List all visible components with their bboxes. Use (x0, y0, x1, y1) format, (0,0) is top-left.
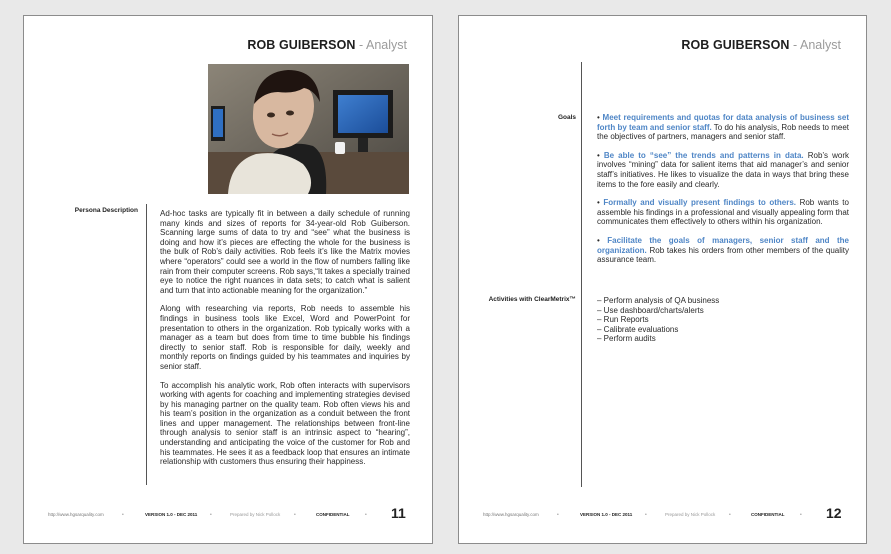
goal-text: Rob takes his orders from other members of the quality assurance team. (597, 245, 849, 265)
activities-label: Activities with ClearMetrix™ (488, 296, 576, 303)
goal-highlight: Facilitate the goals of managers, senior staff and the organization. (597, 235, 849, 255)
persona-paragraph-3: To accomplish his analytic work, Rob often interacts with supervisors working with agents for coaching and implementing strategies devised by his managing partner on the quality team. Rob often views his and his team’s position in the organization as a conduit between the front lines and upper management. The relationships between front-line through analysis to senior staff is an intrinsic aspect to “hearing”, understanding and anticipating the voice of the customer for Rob and his teammates. He sees it as a feedback loop that ensures an intimate relationship with customers thus ensuring their happiness. (160, 380, 410, 467)
persona-role: Analyst (800, 38, 841, 52)
goal-highlight: Formally and visually present findings to others. (603, 198, 796, 208)
goal-item (597, 236, 849, 265)
footer-confidential: CONFIDENTIAL (316, 512, 350, 517)
activity-item: – Perform analysis of QA business (597, 296, 720, 305)
footer-separator: • (557, 512, 559, 518)
bullet: • (597, 235, 600, 245)
bullet: • (597, 113, 600, 122)
page-footer (24, 507, 432, 521)
footer-separator: • (294, 512, 296, 518)
page-12 (458, 15, 867, 544)
activities-list (597, 296, 849, 344)
goals-list (597, 113, 849, 274)
goal-highlight: Be able to “see” the trends and patterns in data. (603, 150, 804, 160)
footer-prepared-by: Prepared by Nick Pollock (230, 512, 281, 517)
persona-paragraph-2: Along with researching via reports, Rob needs to assemble his findings in business tools like Excel, Word and PowerPoint for presentation to others in the organization. Rob typically works with a manager as a team but does from time to time bubble his findings directly to senior staff. Rob is responsible for daily, weekly and monthly reports on findings guided by his teammates and inquiries by senior staff. (160, 304, 410, 371)
left-divider-line (146, 204, 147, 485)
activity-item: – Perform audits (597, 334, 656, 344)
footer-separator: • (365, 512, 367, 518)
footer-version: VERSION 1.0 - DEC 2011 (145, 512, 198, 517)
persona-description-text (160, 209, 410, 476)
role-separator: - (355, 38, 366, 52)
persona-photo (208, 64, 409, 194)
activity-item: – Calibrate evaluations (597, 324, 679, 334)
page-header (681, 38, 841, 52)
page-11 (23, 15, 433, 544)
goals-label: Goals (557, 114, 576, 121)
goal-text: To do his analysis, Rob needs to meet the objectives of partners, managers and senior staff. (597, 122, 849, 142)
goal-highlight: Meet requirements and quotas for data analysis of business set forth by team and senior staff. (597, 113, 849, 132)
footer-separator: • (645, 512, 647, 518)
activity-item: – Use dashboard/charts/alerts (597, 305, 704, 315)
activity-item: – Run Reports (597, 315, 649, 325)
persona-role: Analyst (366, 38, 407, 52)
persona-description-label: Persona Description (74, 207, 138, 214)
footer-url: http://www.hgsarquality.com (483, 512, 539, 517)
footer-separator: • (800, 512, 802, 518)
persona-name: ROB GUIBERSON (247, 38, 356, 52)
footer-separator: • (210, 512, 212, 518)
persona-name: ROB GUIBERSON (681, 38, 790, 52)
footer-url: http://www.hgsarquality.com (48, 512, 104, 517)
footer-prepared-by: Prepared by Nick Pollock (665, 512, 716, 517)
role-separator: - (789, 38, 800, 52)
goal-item (597, 198, 849, 227)
footer-separator: • (122, 512, 124, 518)
footer-confidential: CONFIDENTIAL (751, 512, 785, 517)
goal-item (597, 151, 849, 189)
page-number: 12 (826, 505, 842, 521)
page-number: 11 (391, 505, 406, 521)
right-divider-line (581, 62, 582, 487)
bullet: • (597, 150, 600, 160)
persona-paragraph-1: Ad-hoc tasks are typically fit in between a daily schedule of running many kinds and sizes of reports for 34-year-old Rob Guiberson. Scanning large sums of data to try and “see” what the business is doing and how it’s pieces are effecting the whole for the business is the bulk of Rob’s daily activities. Rob feels it’s like the Matrix movies where “operators” could see a world in the flow of numbers falling like rain from their computer screens. Rob says,“It takes a specially trained eye to notice the right nuances in data sets; to catch what is salient and turn that into actionable meaning for the organization.” (160, 209, 410, 295)
goal-item (597, 113, 849, 142)
page-footer (459, 507, 866, 521)
goal-text: Rob wants to assemble his findings in a professional and visually appealing form that communicates them effectively to others within his organization. (597, 198, 849, 227)
goal-text: Rob’s work involves “mining” data for salient items that aid manager’s and senior staff’s initiatives. He likes to visualize the data in ways that bring these items to the fore easily and clearly. (597, 150, 849, 189)
bullet: • (597, 198, 600, 208)
footer-separator: • (729, 512, 731, 518)
footer-version: VERSION 1.0 - DEC 2011 (580, 512, 633, 517)
page-header (247, 38, 407, 52)
person-at-computer-photo (208, 64, 409, 194)
